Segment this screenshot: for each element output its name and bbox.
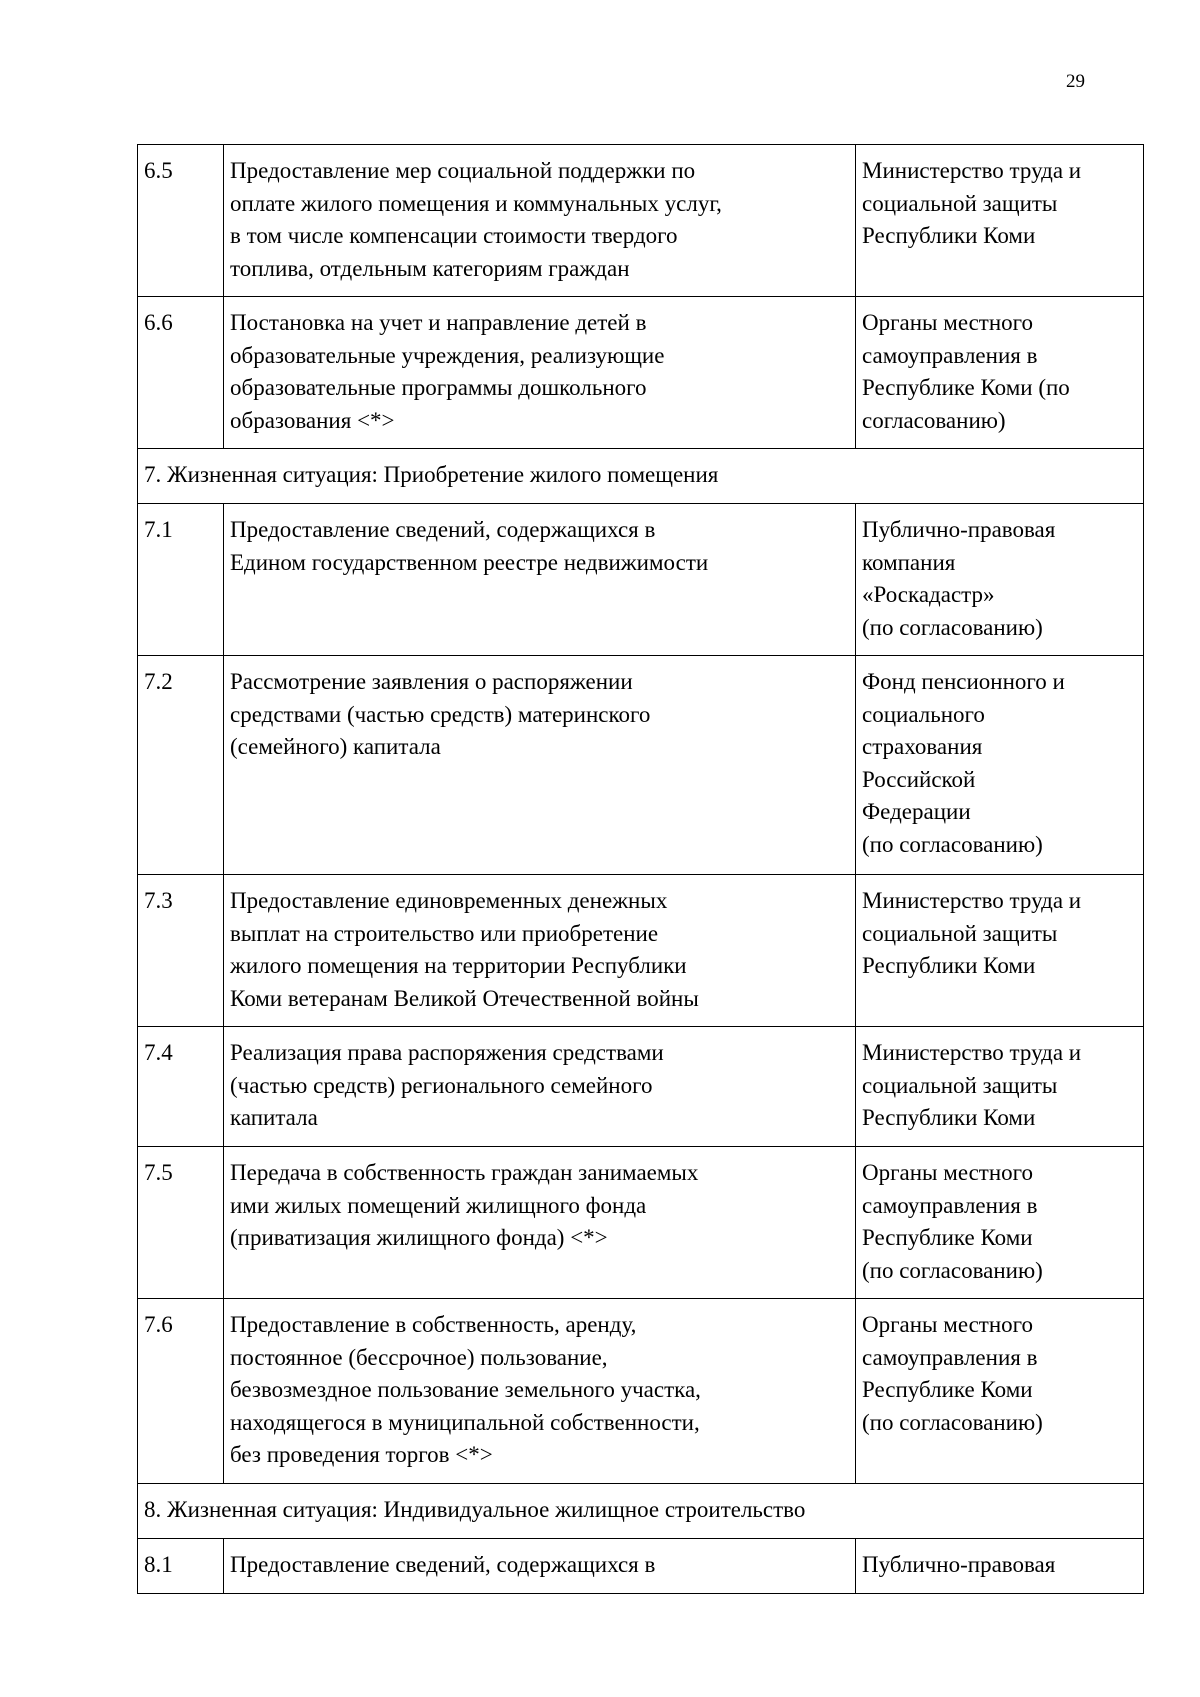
responsible-organization-cell: Министерство труда и социальной защиты Республики Коми: [856, 1027, 1144, 1147]
services-table: [137, 144, 1144, 1594]
service-description-cell: Рассмотрение заявления о распоряжении средствами (частью средств) материнского (семейного) капитала: [224, 656, 856, 875]
responsible-organization-cell: Министерство труда и социальной защиты Республики Коми: [856, 875, 1144, 1027]
service-description-cell: Предоставление в собственность, аренду, постоянное (бессрочное) пользование, безвозмездное пользование земельного участка, находящегося в муниципальной собственности, без проведения торгов <*>: [224, 1299, 856, 1484]
service-description-cell: Предоставление сведений, содержащихся в: [224, 1539, 856, 1594]
row-number-cell: 7.3: [138, 875, 224, 1027]
service-description-cell: Предоставление сведений, содержащихся в Едином государственном реестре недвижимости: [224, 504, 856, 656]
page-number: 29: [1066, 71, 1085, 92]
table-row: [138, 297, 1144, 449]
row-number-cell: 6.5: [138, 145, 224, 297]
table-row: [138, 504, 1144, 656]
section-title: 7. Жизненная ситуация: Приобретение жилого помещения: [138, 449, 1144, 504]
row-number-cell: 7.2: [138, 656, 224, 875]
responsible-organization-cell: Министерство труда и социальной защиты Республики Коми: [856, 145, 1144, 297]
service-description-cell: Предоставление мер социальной поддержки по оплате жилого помещения и коммунальных услуг, в том числе компенсации стоимости твердого топлива, отдельным категориям граждан: [224, 145, 856, 297]
table-row: [138, 1539, 1144, 1594]
service-description-cell: Реализация права распоряжения средствами (частью средств) регионального семейного капитала: [224, 1027, 856, 1147]
service-description-cell: Постановка на учет и направление детей в образовательные учреждения, реализующие образовательные программы дошкольного образования <*>: [224, 297, 856, 449]
table-row: [138, 1147, 1144, 1299]
responsible-organization-cell: Публично-правовая компания «Роскадастр» (по согласованию): [856, 504, 1144, 656]
responsible-organization-cell: Публично-правовая: [856, 1539, 1144, 1594]
table-row: [138, 1299, 1144, 1484]
section-header-row: [138, 449, 1144, 504]
responsible-organization-cell: Органы местного самоуправления в Республике Коми (по согласованию): [856, 297, 1144, 449]
row-number-cell: 6.6: [138, 297, 224, 449]
table-row: [138, 656, 1144, 875]
section-title: 8. Жизненная ситуация: Индивидуальное жилищное строительство: [138, 1484, 1144, 1539]
table-body: [138, 145, 1144, 1594]
service-description-cell: Предоставление единовременных денежных выплат на строительство или приобретение жилого помещения на территории Республики Коми ветеранам Великой Отечественной войны: [224, 875, 856, 1027]
row-number-cell: 7.4: [138, 1027, 224, 1147]
row-number-cell: 8.1: [138, 1539, 224, 1594]
responsible-organization-cell: Органы местного самоуправления в Республике Коми (по согласованию): [856, 1299, 1144, 1484]
responsible-organization-cell: Фонд пенсионного и социального страхования Российской Федерации (по согласованию): [856, 656, 1144, 875]
table-row: [138, 875, 1144, 1027]
responsible-organization-cell: Органы местного самоуправления в Республике Коми (по согласованию): [856, 1147, 1144, 1299]
row-number-cell: 7.1: [138, 504, 224, 656]
service-description-cell: Передача в собственность граждан занимаемых ими жилых помещений жилищного фонда (приватизация жилищного фонда) <*>: [224, 1147, 856, 1299]
table-row: [138, 1027, 1144, 1147]
table-row: [138, 145, 1144, 297]
row-number-cell: 7.5: [138, 1147, 224, 1299]
row-number-cell: 7.6: [138, 1299, 224, 1484]
section-header-row: [138, 1484, 1144, 1539]
